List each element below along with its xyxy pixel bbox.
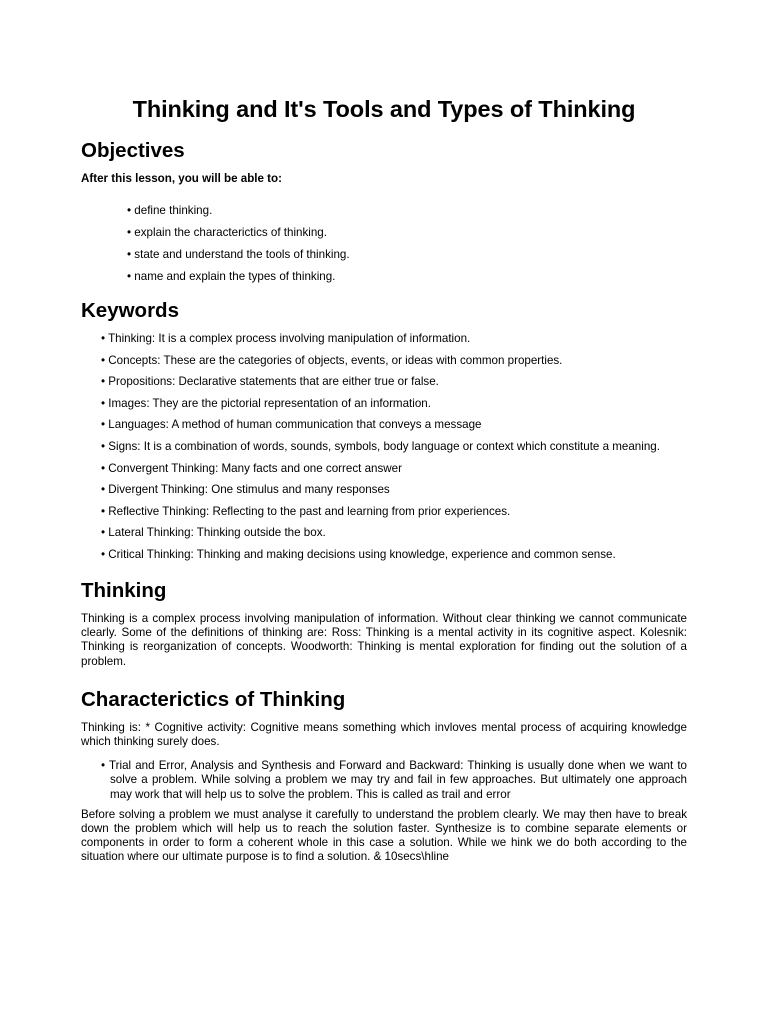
list-item: • Convergent Thinking: Many facts and one correct answer: [101, 461, 402, 475]
list-item: • Divergent Thinking: One stimulus and many responses: [101, 483, 390, 497]
list-item: • Propositions: Declarative statements that are either true or false.: [101, 375, 439, 389]
document-title: Thinking and It's Tools and Types of Thinking: [132, 96, 636, 122]
list-item: • Critical Thinking: Thinking and making decisions using knowledge, experience and common sense.: [101, 547, 616, 561]
list-item: • Lateral Thinking: Thinking outside the box.: [101, 526, 326, 540]
characteristics-heading: Characterictics of Thinking: [81, 687, 346, 711]
document-page: [81, 94, 687, 883]
list-item: • explain the characterictics of thinking.: [127, 226, 327, 239]
list-item: • Signs: It is a combination of words, sounds, symbols, body language or context which constitute a meaning.: [101, 439, 660, 453]
keywords-heading: Keywords: [81, 299, 179, 322]
characteristics-intro: Thinking is: * Cognitive activity: Cognitive means something which invloves mental process of acquiring knowledge which thinking surely does.: [81, 720, 687, 748]
list-item: • Trial and Error, Analysis and Synthesis and Forward and Backward: Thinking is usually done when we want to solve a problem. While solving a problem we may try and fail in few approaches. But ultimately one approach may work that will help us to solve the problem. This is called as trail and error: [101, 759, 687, 801]
list-item: • name and explain the types of thinking.: [127, 270, 336, 283]
list-item: • Concepts: These are the categories of objects, events, or ideas with common properties.: [101, 353, 563, 367]
list-item: • state and understand the tools of thinking.: [127, 248, 350, 261]
objectives-heading: Objectives: [81, 139, 185, 162]
list-item: • Languages: A method of human communication that conveys a message: [101, 418, 482, 432]
list-item: • Reflective Thinking: Reflecting to the past and learning from prior experiences.: [101, 504, 511, 518]
characteristics-paragraph: Before solving a problem we must analyse it carefully to understand the problem clearly. We may then have to break down the problem which will help us to reach the solution faster. Synthesize is to combine separate elements or components in order to form a coherent whole in this case a solution. While we hink we do both according to the situation where our ultimate purpose is to find a solution. & 10secs\hline: [81, 807, 687, 864]
list-item: • Thinking: It is a complex process involving manipulation of information.: [101, 332, 471, 345]
objectives-intro: After this lesson, you will be able to:: [81, 172, 282, 185]
thinking-paragraph: Thinking is a complex process involving manipulation of information. Without clear thinking we cannot communicate clearly. Some of the definitions of thinking are: Ross: Thinking is a mental activity in its cognitive aspect. Kolesnik: Thinking is reorganization of concepts. Woodworth: Thinking is mental exploration for finding out the solution of a problem.: [81, 611, 687, 668]
characteristics-list: [81, 759, 687, 802]
objectives-list: [81, 204, 687, 284]
list-item: • define thinking.: [127, 204, 213, 217]
list-item: • Images: They are the pictorial representation of an information.: [101, 396, 431, 410]
thinking-heading: Thinking: [81, 578, 167, 602]
keywords-list: [81, 332, 687, 562]
